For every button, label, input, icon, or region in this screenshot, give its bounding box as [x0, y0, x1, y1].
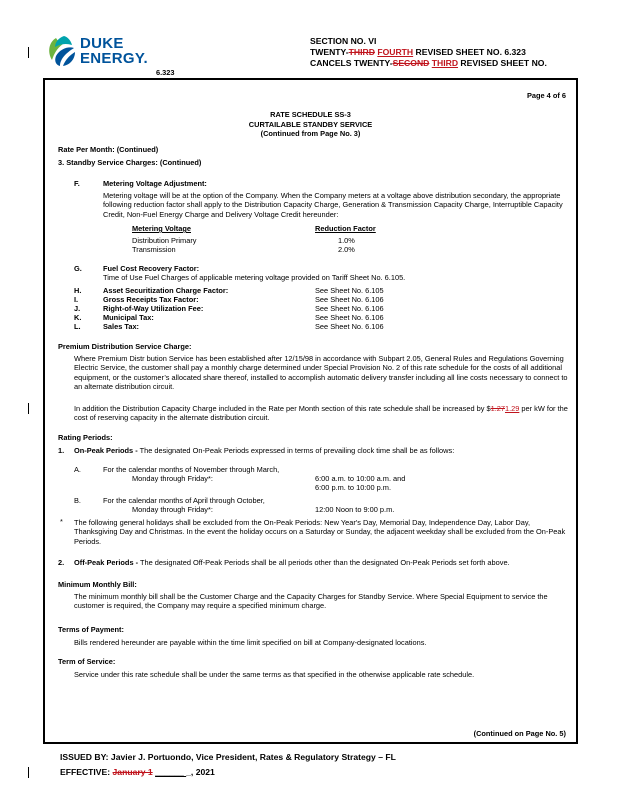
holiday-text: The following general holidays shall be excluded from the On-Peak Periods: New Year's Day, Memorial Day, Independence Day, Labor Day, Thanksgiving Day and Christmas. In the event the holiday occurs on a Saturday or Sunday, the adjacent weekday shall be excluded from the On-Peak Periods.: [74, 518, 566, 546]
metering-row-voltage: Transmission: [132, 245, 176, 254]
metering-col-factor: Reduction Factor: [315, 224, 376, 233]
charge-reference: See Sheet No. 6.105: [315, 286, 384, 295]
metering-row-factor: 2.0%: [338, 245, 355, 254]
offpeak-number: 2.: [58, 558, 65, 567]
item-letter: H.: [74, 286, 82, 295]
onpeak-label: On-Peak Periods -: [74, 446, 138, 455]
fuel-title: Fuel Cost Recovery Factor:: [103, 264, 200, 273]
onpeak-number: 1.: [58, 446, 65, 455]
offpeak-paragraph: Off-Peak Periods - The designated Off-Peak Periods shall be all periods other than the designated On-Peak Periods set forth above.: [74, 558, 510, 567]
item-letter: J.: [74, 304, 81, 313]
payment-text: Bills rendered hereunder are payable within the time limit specified on bill at Company-designated locations.: [74, 638, 427, 647]
rate-per-month-heading: Rate Per Month: (Continued): [58, 145, 159, 154]
period-b-months: For the calendar months of April through October,: [103, 496, 265, 505]
continued-note: (Continued on Page No. 5): [473, 729, 566, 738]
charge-label: Municipal Tax:: [103, 313, 154, 322]
item-letter: I.: [74, 295, 79, 304]
metering-row-voltage: Distribution Primary: [132, 236, 197, 245]
metering-text: Metering voltage will be at the option of the Company. When the Company meters at a voltage above distribution secondary, the appropriate following reduction factor shall apply to the Distribution Capacity Charge, Generation & Transmission Capacity Charge, Interruptible Capacity Credit, Non-Fuel Energy Charge and Delivery Voltage Credit hereunder:: [103, 191, 563, 219]
payment-title: Terms of Payment:: [58, 625, 124, 634]
effective-date: EFFECTIVE: January 1 ______ _, 2021: [60, 767, 215, 777]
standby-heading: 3. Standby Service Charges: (Continued): [58, 158, 202, 167]
charge-reference: See Sheet No. 6.106: [315, 322, 384, 331]
period-letter: B.: [74, 496, 81, 505]
charge-reference: See Sheet No. 6.106: [315, 304, 384, 313]
onpeak-paragraph: On-Peak Periods - The designated On-Peak Periods expressed in terms of prevailing clock time shall be as follows:: [74, 446, 455, 455]
period-b-time: 12:00 Noon to 9:00 p.m.: [315, 505, 395, 514]
charge-reference: See Sheet No. 6.106: [315, 313, 384, 322]
period-a-days: Monday through Friday*:: [132, 474, 213, 483]
minimum-title: Minimum Monthly Bill:: [58, 580, 137, 589]
minimum-text: The minimum monthly bill shall be the Customer Charge and the Capacity Charges for Standby Service. Where Special Equipment to service the customer is required, the Company may require a specified minimum charge.: [74, 592, 548, 611]
premium-capacity-text: In addition the Distribution Capacity Charge included in the Rate per Month section of this rate schedule shall be increased by $1.271.29 per kW for the cost of reserving capacity in the alternate distribution circuit.: [74, 404, 568, 423]
holiday-star: *: [60, 517, 63, 526]
period-a-time: 6:00 a.m. to 10:00 a.m. and: [315, 474, 406, 483]
sheet-revision: TWENTY-THIRD FOURTH REVISED SHEET NO. 6.323: [310, 47, 526, 57]
logo-text-energy: ENERGY.: [80, 50, 148, 67]
page-indicator: Page 4 of 6: [526, 91, 566, 100]
offpeak-label: Off-Peak Periods -: [74, 558, 139, 567]
duke-energy-logo: [46, 34, 156, 72]
section-number: SECTION NO. VI: [310, 36, 377, 46]
charge-reference: See Sheet No. 6.106: [315, 295, 384, 304]
logo-text-duke: DUKE: [80, 35, 124, 52]
term-text: Service under this rate schedule shall be under the same terms as that specified in the otherwise applicable rate schedule.: [74, 670, 475, 679]
premium-title: Premium Distribution Service Charge:: [58, 342, 192, 351]
charge-label: Sales Tax:: [103, 322, 140, 331]
premium-text: Where Premium Distr bution Service has been established after 12/15/98 in accordance with Subpart 2.05, General Rules and Regulations Governing Electric Service, the customer shall pay a monthly charge determined under Special Provision No. 2 of this rate schedule for the costs of all additional equipment, or the customer’s allocated share thereof, installed to accomplish automatic delivery transfer including all line costs necessary to connect to an alternate distribution circuit.: [74, 354, 568, 391]
small-sheet-number: 6.323: [156, 68, 175, 77]
change-bar: [28, 767, 29, 778]
change-bar: [28, 47, 29, 58]
item-letter: L.: [74, 322, 81, 331]
charge-label: Right-of-Way Utilization Fee:: [103, 304, 204, 313]
period-a-time: 6:00 p.m. to 10:00 p.m.: [315, 483, 392, 492]
cancels-sheet: CANCELS TWENTY-SECOND THIRD REVISED SHEET NO.: [310, 58, 547, 68]
logo-mark-icon: [46, 34, 78, 68]
rating-title: Rating Periods:: [58, 433, 113, 442]
item-letter: F.: [74, 179, 80, 188]
period-a-months: For the calendar months of November through March,: [103, 465, 280, 474]
metering-col-voltage: Metering Voltage: [132, 224, 191, 233]
term-title: Term of Service:: [58, 657, 116, 666]
charge-label: Gross Receipts Tax Factor:: [103, 295, 199, 304]
item-letter: G.: [74, 264, 82, 273]
charge-label: Asset Securitization Charge Factor:: [103, 286, 229, 295]
metering-title: Metering Voltage Adjustment:: [103, 179, 207, 188]
period-letter: A.: [74, 465, 81, 474]
schedule-title: RATE SCHEDULE SS-3 CURTAILABLE STANDBY SERVICE (Continued from Page No. 3): [248, 110, 373, 139]
period-b-days: Monday through Friday*:: [132, 505, 213, 514]
issued-by: ISSUED BY: Javier J. Portuondo, Vice President, Rates & Regulatory Strategy – FL: [60, 752, 396, 762]
item-letter: K.: [74, 313, 82, 322]
change-bar: [28, 403, 29, 414]
fuel-text: Time of Use Fuel Charges of applicable metering voltage provided on Tariff Sheet No. 6.105.: [103, 273, 406, 282]
metering-row-factor: 1.0%: [338, 236, 355, 245]
